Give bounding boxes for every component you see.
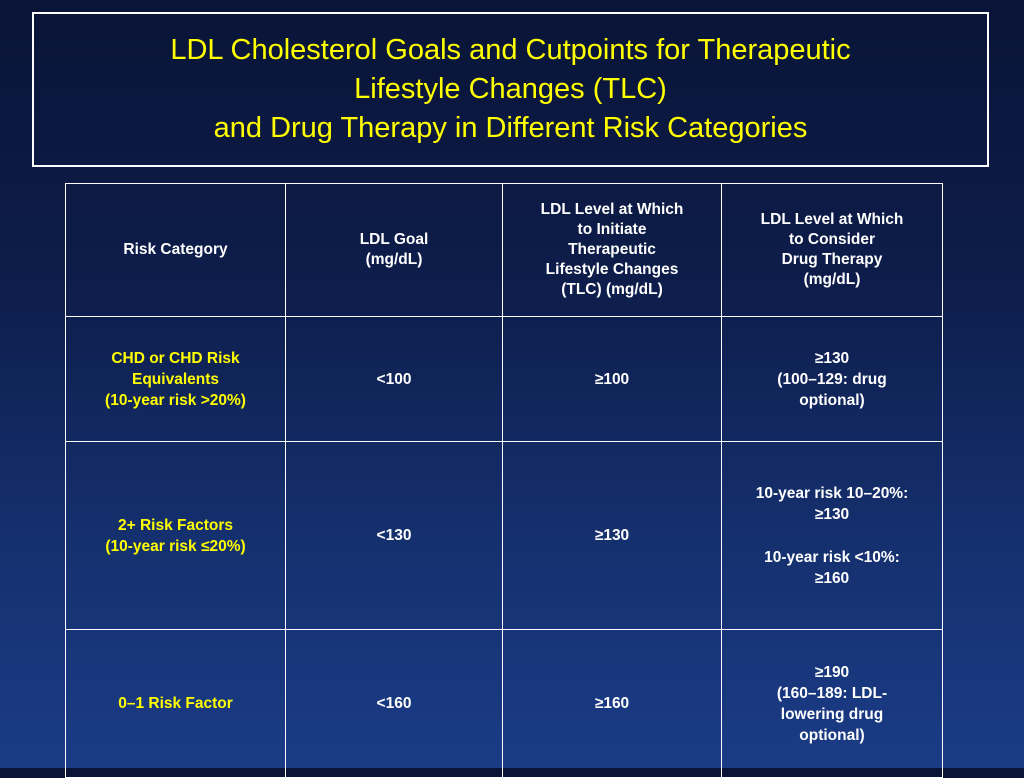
cell-drug-2-line-1: 10-year risk 10–20%: [755, 484, 909, 502]
table-row [66, 317, 943, 442]
table-row [66, 442, 943, 630]
column-header-drug-line-2: to Consider [788, 231, 876, 248]
cell-tlc-1: ≥100 [503, 317, 722, 442]
title-box [32, 12, 989, 167]
cell-drug-3-line-2: (160–189: LDL- [776, 684, 888, 702]
column-header-ldl-goal [286, 184, 503, 317]
column-header-drug-line-4: (mg/dL) [803, 271, 861, 288]
column-header-tlc-initiate [503, 184, 722, 317]
page-title-line-2: Lifestyle Changes (TLC) [354, 73, 667, 105]
cell-risk-category-3-line-1: 0–1 Risk Factor [118, 695, 233, 712]
cell-risk-category-1-line-2: Equivalents [132, 370, 219, 388]
cell-ldl-goal-3: <160 [286, 630, 503, 778]
column-header-tlc-line-4: Lifestyle Changes [545, 261, 679, 278]
column-header-tlc-line-1: LDL Level at Which [540, 201, 684, 218]
cell-drug-1-line-2: (100–129: drug [777, 370, 887, 388]
cell-ldl-goal-1: <100 [286, 317, 503, 442]
ldl-goals-table [65, 183, 943, 778]
page-title-line-3: and Drug Therapy in Different Risk Categories [213, 112, 808, 144]
cell-drug-3 [722, 630, 943, 778]
column-header-drug-line-1: LDL Level at Which [760, 211, 904, 228]
table-header [66, 184, 943, 317]
page-title-line-1: LDL Cholesterol Goals and Cutpoints for Therapeutic [170, 34, 851, 66]
cell-drug-1-line-3: optional) [799, 391, 865, 409]
table-header-row [66, 184, 943, 317]
column-header-drug-therapy [722, 184, 943, 317]
cell-tlc-2: ≥130 [503, 442, 722, 630]
cell-ldl-goal-2: <130 [286, 442, 503, 630]
column-header-tlc-line-2: to Initiate [577, 221, 647, 238]
cell-drug-3-line-1: ≥190 [814, 663, 850, 681]
cell-drug-1-line-1: ≥130 [814, 349, 850, 367]
cell-tlc-3: ≥160 [503, 630, 722, 778]
cell-drug-3-line-4: optional) [799, 726, 865, 744]
column-header-tlc-line-5: (TLC) (mg/dL) [561, 281, 663, 298]
column-header-tlc-line-3: Therapeutic [568, 241, 656, 258]
cell-drug-2-line-3: 10-year risk <10%: [764, 548, 900, 566]
cell-drug-2-line-2: ≥130 [814, 505, 850, 523]
column-header-ldl-goal-line-1: LDL Goal [359, 231, 429, 248]
column-header-drug-line-3: Drug Therapy [781, 251, 883, 268]
ldl-table-container [65, 183, 942, 778]
cell-drug-2-line-4: ≥160 [814, 569, 850, 587]
column-header-ldl-goal-line-2: (mg/dL) [365, 251, 423, 268]
cell-drug-1 [722, 317, 943, 442]
cell-drug-3-line-3: lowering drug [780, 705, 884, 723]
cell-risk-category-1 [66, 317, 286, 442]
table-row [66, 630, 943, 778]
cell-risk-category-2-line-2: (10-year risk ≤20%) [105, 537, 246, 555]
cell-drug-2-spacer [730, 525, 934, 547]
cell-risk-category-3 [66, 630, 286, 778]
column-header-risk-category [66, 184, 286, 317]
cell-drug-2 [722, 442, 943, 630]
table-body [66, 317, 943, 778]
cell-risk-category-1-line-1: CHD or CHD Risk [111, 349, 240, 367]
cell-risk-category-2 [66, 442, 286, 630]
cell-risk-category-1-line-3: (10-year risk >20%) [105, 391, 246, 409]
column-header-risk-category-text: Risk Category [123, 241, 228, 258]
cell-risk-category-2-line-1: 2+ Risk Factors [117, 516, 234, 534]
